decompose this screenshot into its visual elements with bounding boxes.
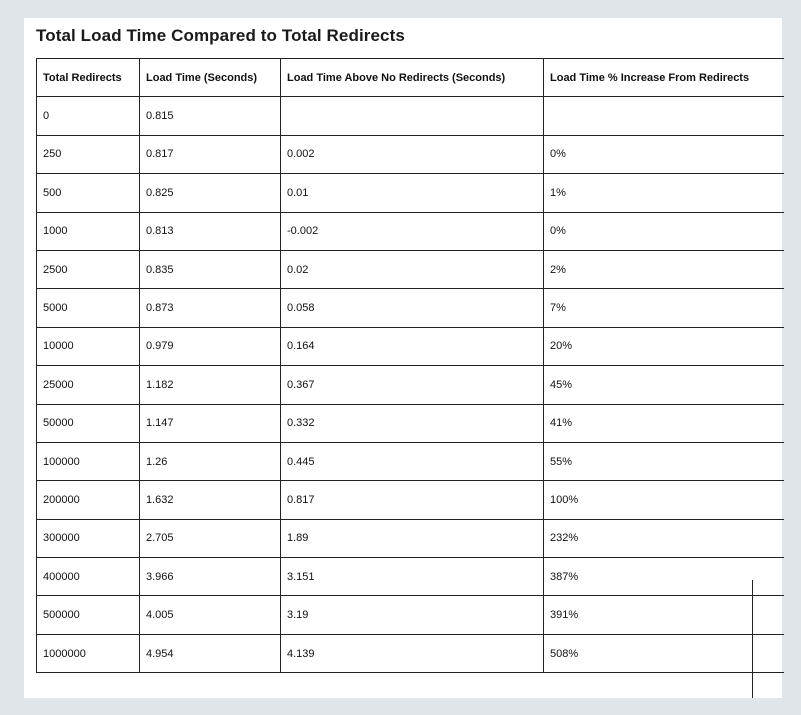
redirects-table bbox=[36, 58, 784, 673]
cell-load-time-above: 0.01 bbox=[281, 174, 544, 212]
cell-percent-increase: 7% bbox=[544, 289, 784, 327]
cell-load-time: 0.817 bbox=[140, 135, 281, 173]
table-row bbox=[37, 481, 784, 519]
table-row bbox=[37, 174, 784, 212]
cell-percent-increase: 41% bbox=[544, 404, 784, 442]
cell-load-time: 4.954 bbox=[140, 634, 281, 672]
cell-load-time-above bbox=[281, 97, 544, 135]
cell-total-redirects: 500 bbox=[37, 174, 140, 212]
cell-percent-increase: 0% bbox=[544, 212, 784, 250]
cell-load-time-above: 0.164 bbox=[281, 327, 544, 365]
cell-load-time-above: 0.02 bbox=[281, 250, 544, 288]
cell-load-time: 1.182 bbox=[140, 366, 281, 404]
cell-load-time-above: 0.367 bbox=[281, 366, 544, 404]
cell-total-redirects: 100000 bbox=[37, 442, 140, 480]
cell-total-redirects: 200000 bbox=[37, 481, 140, 519]
cell-percent-increase: 387% bbox=[544, 558, 784, 596]
header-total-redirects: Total Redirects bbox=[37, 59, 140, 97]
cell-load-time-above: 0.058 bbox=[281, 289, 544, 327]
cell-total-redirects: 2500 bbox=[37, 250, 140, 288]
cell-load-time-above: 0.445 bbox=[281, 442, 544, 480]
cell-load-time: 2.705 bbox=[140, 519, 281, 557]
cell-percent-increase: 232% bbox=[544, 519, 784, 557]
cell-load-time: 0.979 bbox=[140, 327, 281, 365]
table-row bbox=[37, 97, 784, 135]
cell-load-time: 0.825 bbox=[140, 174, 281, 212]
cell-total-redirects: 5000 bbox=[37, 289, 140, 327]
cell-total-redirects: 250 bbox=[37, 135, 140, 173]
table-row bbox=[37, 519, 784, 557]
cell-load-time-above: 0.332 bbox=[281, 404, 544, 442]
page-title: Total Load Time Compared to Total Redirects bbox=[36, 26, 405, 45]
cell-total-redirects: 500000 bbox=[37, 596, 140, 634]
table-row bbox=[37, 327, 784, 365]
cell-load-time-above: 1.89 bbox=[281, 519, 544, 557]
cell-percent-increase bbox=[544, 97, 784, 135]
cell-load-time-above: -0.002 bbox=[281, 212, 544, 250]
cell-load-time: 0.873 bbox=[140, 289, 281, 327]
cell-percent-increase: 20% bbox=[544, 327, 784, 365]
cell-percent-increase: 508% bbox=[544, 634, 784, 672]
cell-percent-increase: 391% bbox=[544, 596, 784, 634]
cell-percent-increase: 55% bbox=[544, 442, 784, 480]
table-body bbox=[37, 97, 784, 673]
cell-total-redirects: 50000 bbox=[37, 404, 140, 442]
table-row bbox=[37, 135, 784, 173]
header-load-time: Load Time (Seconds) bbox=[140, 59, 281, 97]
cell-total-redirects: 300000 bbox=[37, 519, 140, 557]
cell-total-redirects: 1000 bbox=[37, 212, 140, 250]
cell-load-time: 1.632 bbox=[140, 481, 281, 519]
cell-total-redirects: 25000 bbox=[37, 366, 140, 404]
cell-percent-increase: 0% bbox=[544, 135, 784, 173]
cell-load-time: 1.26 bbox=[140, 442, 281, 480]
cell-total-redirects: 1000000 bbox=[37, 634, 140, 672]
table-row bbox=[37, 404, 784, 442]
cell-total-redirects: 0 bbox=[37, 97, 140, 135]
cell-percent-increase: 100% bbox=[544, 481, 784, 519]
table-row bbox=[37, 250, 784, 288]
table-header-row bbox=[37, 59, 784, 97]
cell-load-time-above: 4.139 bbox=[281, 634, 544, 672]
cell-load-time: 0.835 bbox=[140, 250, 281, 288]
table-row bbox=[37, 596, 784, 634]
cell-load-time: 4.005 bbox=[140, 596, 281, 634]
cell-total-redirects: 400000 bbox=[37, 558, 140, 596]
table-row bbox=[37, 558, 784, 596]
cell-percent-increase: 2% bbox=[544, 250, 784, 288]
header-load-time-above: Load Time Above No Redirects (Seconds) bbox=[281, 59, 544, 97]
cell-percent-increase: 1% bbox=[544, 174, 784, 212]
cell-load-time: 1.147 bbox=[140, 404, 281, 442]
table-divider-line bbox=[752, 580, 753, 698]
cell-load-time-above: 0.817 bbox=[281, 481, 544, 519]
header-percent-increase: Load Time % Increase From Redirects bbox=[544, 59, 784, 97]
table-row bbox=[37, 634, 784, 672]
content-card bbox=[24, 18, 782, 698]
cell-load-time: 0.815 bbox=[140, 97, 281, 135]
table-row bbox=[37, 212, 784, 250]
table-row bbox=[37, 366, 784, 404]
cell-load-time: 0.813 bbox=[140, 212, 281, 250]
table-row bbox=[37, 442, 784, 480]
cell-percent-increase: 45% bbox=[544, 366, 784, 404]
table-row bbox=[37, 289, 784, 327]
cell-load-time-above: 3.151 bbox=[281, 558, 544, 596]
cell-load-time: 3.966 bbox=[140, 558, 281, 596]
cell-load-time-above: 3.19 bbox=[281, 596, 544, 634]
cell-load-time-above: 0.002 bbox=[281, 135, 544, 173]
cell-total-redirects: 10000 bbox=[37, 327, 140, 365]
